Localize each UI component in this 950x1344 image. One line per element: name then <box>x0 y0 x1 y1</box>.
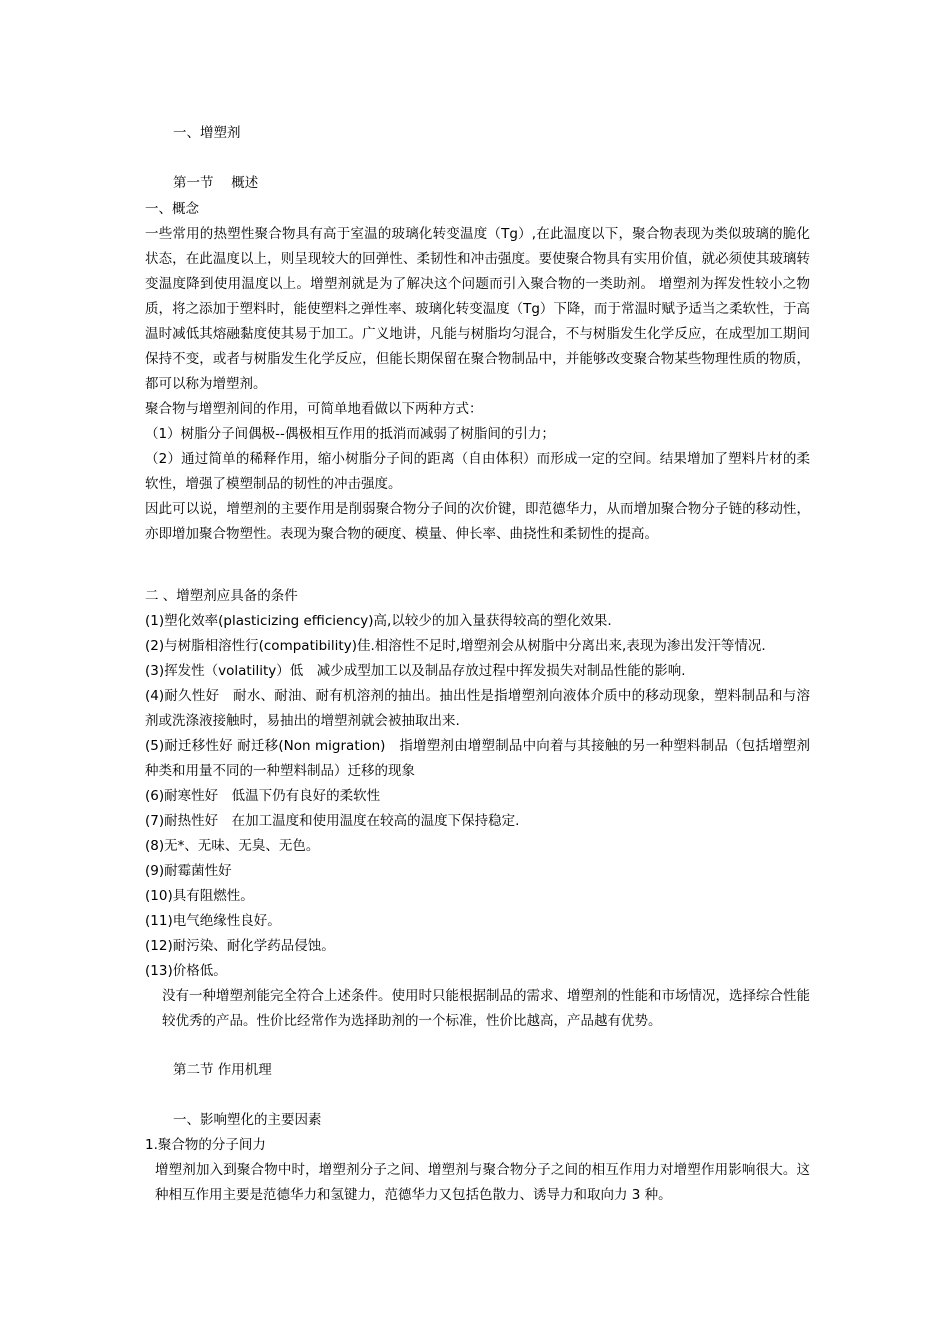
condition-item: (12)耐污染、耐化学药品侵蚀。 <box>145 938 335 954</box>
factors-heading: 一、影响塑化的主要因素 <box>173 1112 322 1128</box>
document-title: 一、增塑剂 <box>173 125 241 141</box>
conclusion-paragraph: 因此可以说，增塑剂的主要作用是削弱聚合物分子间的次价键，即范德华力，从而增加聚合物分子链的移动性，亦即增加聚合物塑性。表现为聚合物的硬度、模量、伸长率、曲挠性和柔韧性的提高。 <box>145 501 810 542</box>
factor1-paragraph: 增塑剂加入到聚合物中时，增塑剂分子之间、增塑剂与聚合物分子之间的相互作用力对增塑作用影响很大。这种相互作用主要是范德华力和氢键力，范德华力又包括色散力、诱导力和取向力 3 种。 <box>155 1162 810 1203</box>
condition-item: (1)塑化效率(plasticizing efficiency)高,以较少的加入量获得较高的塑化效果. <box>145 613 612 629</box>
section2-body <box>145 1108 810 1208</box>
condition-item: (3)挥发性（volatility）低 减少成型加工以及制品存放过程中挥发损失对制品性能的影响. <box>145 663 686 679</box>
condition-item: (10)具有阻燃性。 <box>145 888 254 904</box>
condition-item: (9)耐霉菌性好 <box>145 863 232 879</box>
conditions-block <box>145 584 810 1034</box>
factor1-heading: 1.聚合物的分子间力 <box>145 1137 266 1153</box>
condition-item: (4)耐久性好 耐水、耐油、耐有机溶剂的抽出。抽出性是指增塑剂向液体介质中的移动现象，塑料制品和与溶剂或洗涤液接触时，易抽出的增塑剂就会被抽取出来. <box>145 688 810 729</box>
conditions-summary: 没有一种增塑剂能完全符合上述条件。使用时只能根据制品的需求、增塑剂的性能和市场情况，选择综合性能较优秀的产品。性价比经常作为选择助剂的一个标准，性价比越高，产品越有优势。 <box>162 988 810 1029</box>
condition-item: (7)耐热性好 在加工温度和使用温度在较高的温度下保持稳定. <box>145 813 520 829</box>
interaction-intro: 聚合物与增塑剂间的作用，可简单地看做以下两种方式： <box>145 401 483 417</box>
interaction-item-2: （2）通过简单的稀释作用，缩小树脂分子间的距离（自由体积）而形成一定的空间。结果增加了塑料片材的柔软性，增强了模塑制品的韧性的冲击强度。 <box>145 451 810 492</box>
condition-item: (13)价格低。 <box>145 963 227 979</box>
interaction-item-1: （1）树脂分子间偶极--偶极相互作用的抵消而减弱了树脂间的引力； <box>145 426 555 442</box>
condition-item: (2)与树脂相溶性行(compatibility)佳.相溶性不足时,增塑剂会从树脂中分离出来,表现为渗出发汗等情况. <box>145 638 766 654</box>
conditions-heading: 二 、增塑剂应具备的条件 <box>145 588 298 604</box>
section2-heading: 第二节 作用机理 <box>173 1062 272 1078</box>
condition-item: (8)无*、无味、无臭、无色。 <box>145 838 320 854</box>
condition-item: (5)耐迁移性好 耐迁移(Non migration) 指增塑剂由增塑制品中向着与其接触的另一种塑料制品（包括增塑剂种类和用量不同的一种塑料制品）迁移的现象 <box>145 738 810 779</box>
condition-item: (6)耐寒性好 低温下仍有良好的柔软性 <box>145 788 381 804</box>
condition-item: (11)电气绝缘性良好。 <box>145 913 281 929</box>
section1-body <box>145 197 810 547</box>
concept-heading: 一、概念 <box>145 201 199 217</box>
section1-heading: 第一节 概述 <box>173 175 259 191</box>
concept-paragraph: 一些常用的热塑性聚合物具有高于室温的玻璃化转变温度（Tg）,在此温度以下，聚合物表现为类似玻璃的脆化状态，在此温度以上，则呈现较大的回弹性、柔韧性和冲击强度。要使聚合物具有实用价值，就必须使其玻璃转变温度降到使用温度以上。增塑剂就是为了解决这个问题而引入聚合物的一类助剂。 增塑剂为挥发性较小之物质，将之添加于塑料时，能使塑料之弹性率、玻璃化转变温度（Tg）下降，而于常温时赋予适当之柔软性，于高温时减低其熔融黏度使其易于加工。广义地讲，凡能与树脂均匀混合，不与树脂发生化学反应，在成型加工期间保持不变，或者与树脂发生化学反应，但能长期保留在聚合物制品中，并能够改变聚合物某些物理性质的物质，都可以称为增塑剂。 <box>145 226 810 392</box>
